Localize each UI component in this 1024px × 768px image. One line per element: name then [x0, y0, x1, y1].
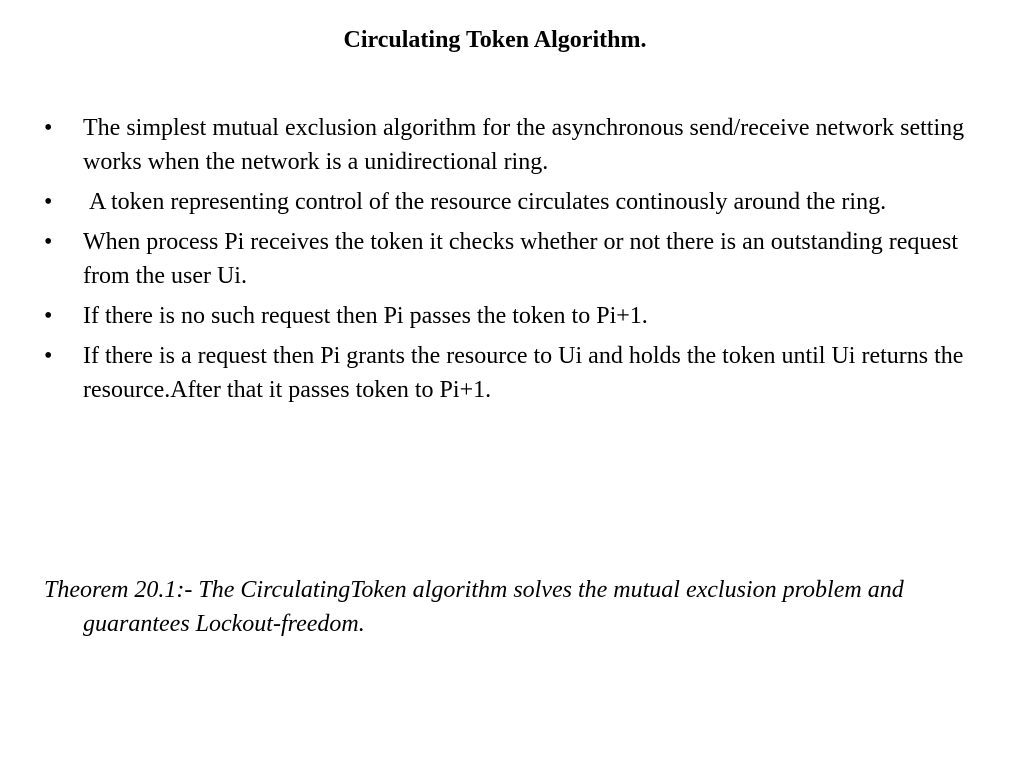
bullet-text: A token representing control of the resource circulates continously around the ring. [83, 189, 887, 215]
bullet-text: The simplest mutual exclusion algorithm for the asynchronous send/receive network setting works when the network is a unidirectional ring. [83, 115, 965, 175]
bullet-icon: • [44, 189, 53, 215]
bullet-icon: • [44, 303, 53, 329]
bullet-text: If there is a request then Pi grants the resource to Ui and holds the token until Ui returns the resource.After that it passes token to Pi+1. [83, 343, 964, 403]
bullet-item [44, 299, 1004, 333]
bullet-item [44, 111, 1004, 179]
bullet-item [44, 225, 1004, 293]
bullet-text: If there is no such request then Pi passes the token to Pi+1. [83, 303, 648, 329]
bullet-icon: • [44, 115, 53, 141]
bullet-item [44, 185, 1004, 219]
theorem-statement: Theorem 20.1:- The CirculatingToken algorithm solves the mutual exclusion problem and guarantees Lockout-freedom. [44, 577, 904, 637]
bullet-icon: • [44, 343, 53, 369]
bullet-text: When process Pi receives the token it checks whether or not there is an outstanding request from the user Ui. [83, 229, 959, 289]
slide-title: Circulating Token Algorithm. [343, 27, 647, 53]
bullet-list [44, 111, 1004, 413]
bullet-item [44, 339, 1004, 407]
bullet-icon: • [44, 229, 53, 255]
